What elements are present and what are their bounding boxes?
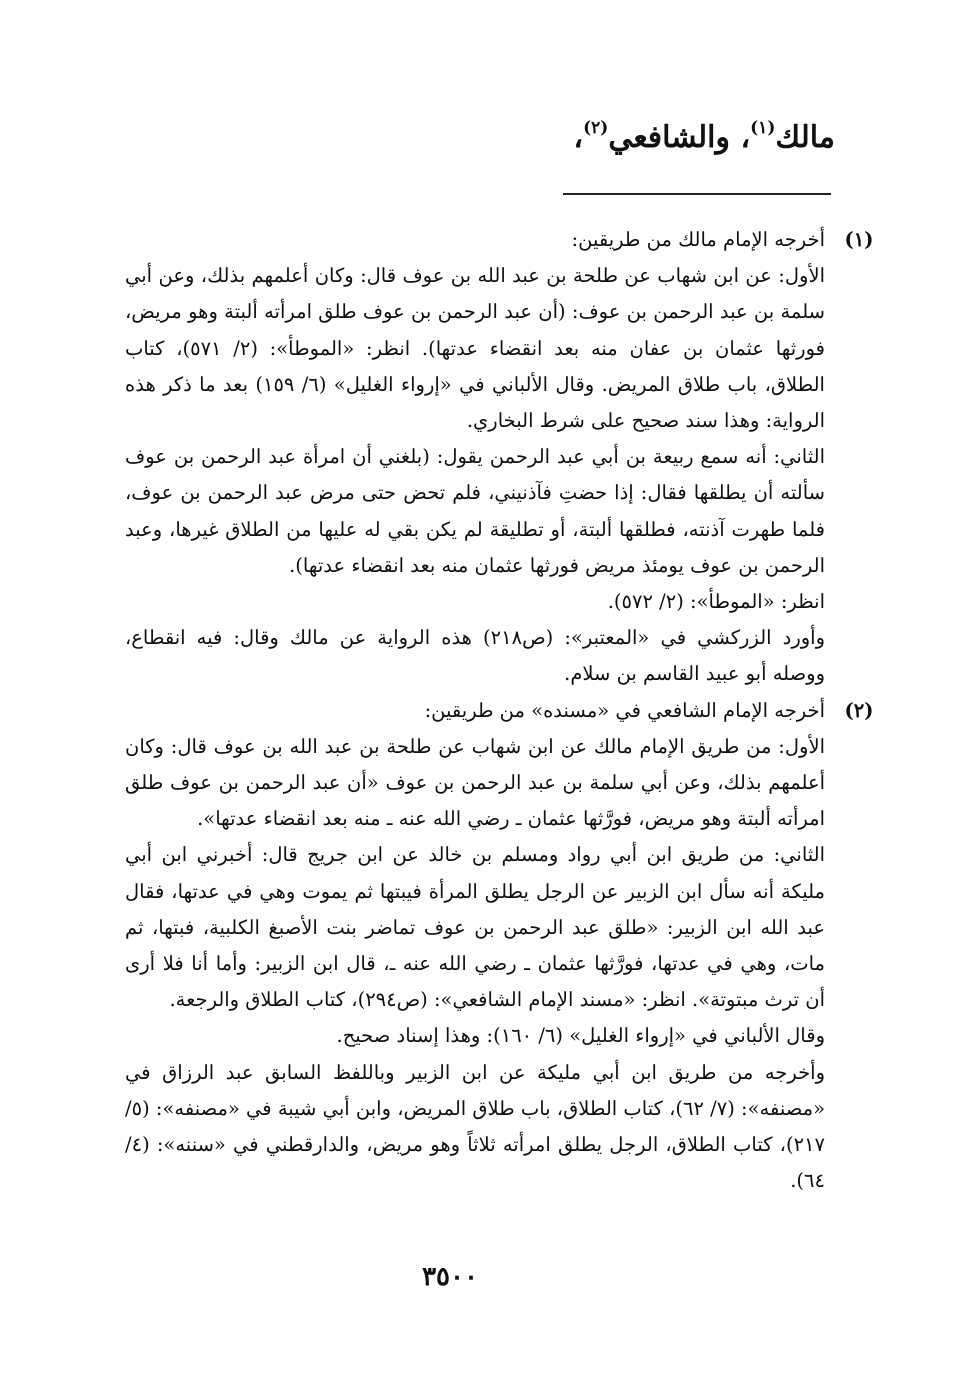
footnote-paragraph: وأورد الزركشي في «المعتبر»: (ص٢١٨) هذه الرواية عن مالك وقال: فيه انقطاع، ووصله أبو عبيد القاسم بن سلام. [125, 626, 826, 686]
footnote-separator [563, 193, 831, 195]
footnote-2 [125, 693, 874, 1200]
footnote-number: (٢) [844, 698, 874, 722]
footnote-paragraph: وقال الألباني في «إرواء الغليل» (٦/ ١٦٠): وهذا إسناد صحيح. [336, 1024, 825, 1048]
footnote-reference[interactable]: (٢) [583, 118, 609, 138]
footnote-paragraph: أخرجه الإمام مالك من طريقين: [571, 228, 825, 251]
footnote-paragraph: وأخرجه من طريق ابن أبي مليكة عن ابن الزبير وباللفظ السابق عبد الرزاق في «مصنفه»: (٧/ ٦٢)، كتاب الطلاق، باب طلاق المريض، وابن أبي شيبة في «مصنفه»: (٥/ ٢١٧)، كتاب الطلاق، الرجل يطلق امرأته ثلاثاً وهو مريض، والدارقطني في «سننه»: (٤/ ٦٤). [125, 1060, 825, 1193]
footnote-paragraph: الأول: من طريق الإمام مالك عن ابن شهاب عن طلحة بن عبد الله بن عوف قال: وكان أعلمهم بذلك، وعن أبي سلمة بن عبد الرحمن بن عوف «أن عبد الرحمن بن عوف طلق امرأته ألبتة وهو مريض، فورَّثها عثمان ـ رضي الله عنه ـ منه بعد انقضاء عدتها». [125, 734, 825, 831]
footnote-number: (١) [844, 228, 874, 251]
footnote-paragraph: الثاني: أنه سمع ربيعة بن أبي عبد الرحمن يقول: (بلغني أن امرأة عبد الرحمن بن عوف سألته أن يطلقها فقال: إذا حضتِ فآذنيني، فلم تحض حتى مرض عبد الرحمن بن عوف، فلما طهرت آذنته، فطلقها ألبتة، أو تطليقة لم يكن بقي له عليها من الطلاق غيرها، وعبد الرحمن بن عوف يومئذ مريض فورثها عثمان منه بعد انقضاء عدتها). [125, 445, 825, 577]
main-text-line [573, 108, 835, 158]
main-text-part: ، والشافعي [608, 120, 751, 155]
footnote-1 [125, 222, 874, 693]
page-number: ٣٥٠٠ [422, 1262, 478, 1292]
footnote-paragraph: انظر: «الموطأ»: (٢/ ٥٧٢). [607, 590, 825, 614]
footnote-paragraph: الثاني: من طريق ابن أبي رواد ومسلم بن خالد عن ابن جريج قال: أخبرني ابن أبي مليكة أنه سأل ابن الزبير عن الرجل يطلق المرأة فيبتها ثم يموت وهي في عدتها، فقال عبد الله ابن الزبير: «طلق عبد الرحمن بن عوف تماضر بنت الأصبغ الكلبية، فبتها، ثم مات، وهي في عدتها، فورَّثها عثمان ـ رضي الله عنه ـ، قال ابن الزبير: وأما أنا فلا أرى أن ترث مبتوتة». انظر: «مسند الإمام الشافعي»: (ص٢٩٤)، كتاب الطلاق والرجعة. [125, 843, 825, 1012]
main-text-part: مالك [775, 120, 835, 155]
footnotes-section [125, 222, 874, 1199]
footnote-paragraph: أخرجه الإمام الشافعي في «مسنده» من طريقين: [424, 698, 825, 722]
footnote-reference[interactable]: (١) [750, 118, 776, 138]
main-text-part: ، [573, 120, 584, 155]
footnote-paragraph: الأول: عن ابن شهاب عن طلحة بن عبد الله بن عوف قال: وكان أعلمهم بذلك، وعن أبي سلمة بن عبد الرحمن بن عوف: (أن عبد الرحمن بن عوف طلق امرأته ألبتة وهو مريض، فورثها عثمان بن عفان منه بعد انقضاء عدتها). انظر: «الموطأ»: (٢/ ٥٧١)، كتاب الطلاق، باب طلاق المريض. وقال الألباني في «إرواء الغليل» (٦/ ١٥٩) بعد ما ذكر هذه الرواية: وهذا سند صحيح على شرط البخاري. [125, 264, 825, 433]
